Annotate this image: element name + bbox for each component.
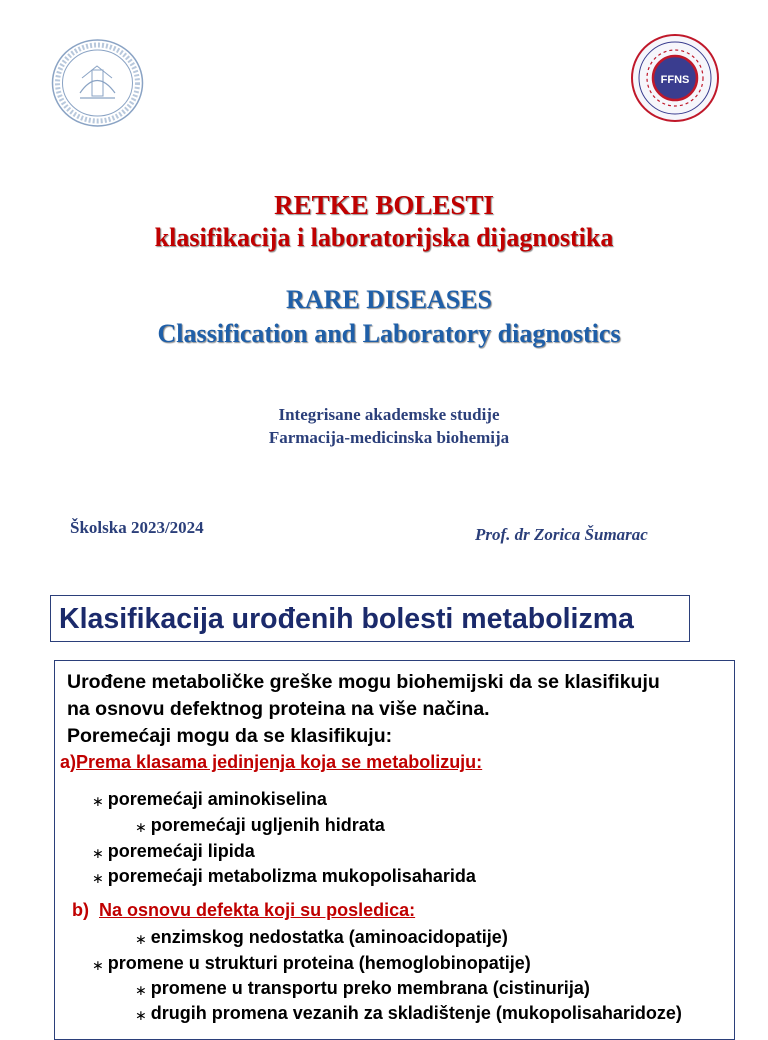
list-item: ∗ poremećaji metabolizma mukopolisaharida: [92, 866, 476, 887]
list-item: ∗ poremećaji aminokiselina: [92, 789, 327, 810]
intro-line-1: Urođene metaboličke greške mogu biohemijski da se klasifikuju: [67, 671, 660, 693]
asterisk-bullet-icon: ∗: [135, 983, 147, 999]
asterisk-bullet-icon: ∗: [92, 794, 104, 810]
title-serbian: [0, 190, 768, 256]
list-item: ∗ poremećaji lipida: [92, 841, 255, 862]
faculty-logo-text: FFNS: [660, 74, 690, 86]
section-b-prefix: b): [72, 900, 89, 920]
list-item: ∗ promene u transportu preko membrana (cistinurija): [135, 978, 590, 999]
list-item: ∗ poremećaji ugljenih hidrata: [135, 815, 385, 836]
asterisk-bullet-icon: ∗: [135, 1008, 147, 1024]
university-seal-logo: [50, 38, 145, 128]
section-b-heading: [72, 900, 415, 921]
title-english-line1: RARE DISEASES: [286, 285, 492, 314]
faculty-logo: [630, 33, 720, 123]
study-program-line2: Farmacija-medicinska biohemija: [268, 428, 510, 447]
title-serbian-line1: RETKE BOLESTI: [274, 190, 494, 220]
study-program: [0, 403, 768, 449]
section-a-prefix: a): [60, 752, 77, 772]
asterisk-bullet-icon: ∗: [135, 932, 147, 948]
title-english-line2: Classification and Laboratory diagnostics: [157, 319, 621, 348]
author-name: Prof. dr Zorica Šumarac: [475, 525, 648, 544]
list-item: ∗ promene u strukturi proteina (hemoglobinopatije): [92, 953, 531, 974]
intro-line-3: Poremećaji mogu da se klasifikuju:: [67, 725, 393, 747]
intro-paragraph: [67, 669, 660, 750]
section-b-title: Na osnovu defekta koji su posledica:: [99, 900, 416, 920]
study-program-line1: Integrisane akademske studije: [278, 405, 500, 424]
academic-year: Školska 2023/2024: [70, 518, 204, 537]
asterisk-bullet-icon: ∗: [92, 846, 104, 862]
list-item: ∗ drugih promena vezanih za skladištenje (mukopolisaharidoze): [135, 1003, 682, 1024]
intro-line-2: na osnovu defektnog proteina na više načina.: [67, 698, 490, 720]
slide-heading: Klasifikacija urođenih bolesti metabolizma: [50, 595, 690, 642]
section-a-heading: [60, 752, 482, 773]
section-a-title: Prema klasama jedinjenja koja se metabolizuju:: [76, 752, 483, 772]
list-item: ∗ enzimskog nedostatka (aminoacidopatije): [135, 927, 508, 948]
asterisk-bullet-icon: ∗: [135, 820, 147, 836]
asterisk-bullet-icon: ∗: [92, 871, 104, 887]
title-english: [0, 285, 768, 353]
title-serbian-line2: klasifikacija i laboratorijska dijagnostika: [154, 223, 614, 252]
asterisk-bullet-icon: ∗: [92, 958, 104, 974]
